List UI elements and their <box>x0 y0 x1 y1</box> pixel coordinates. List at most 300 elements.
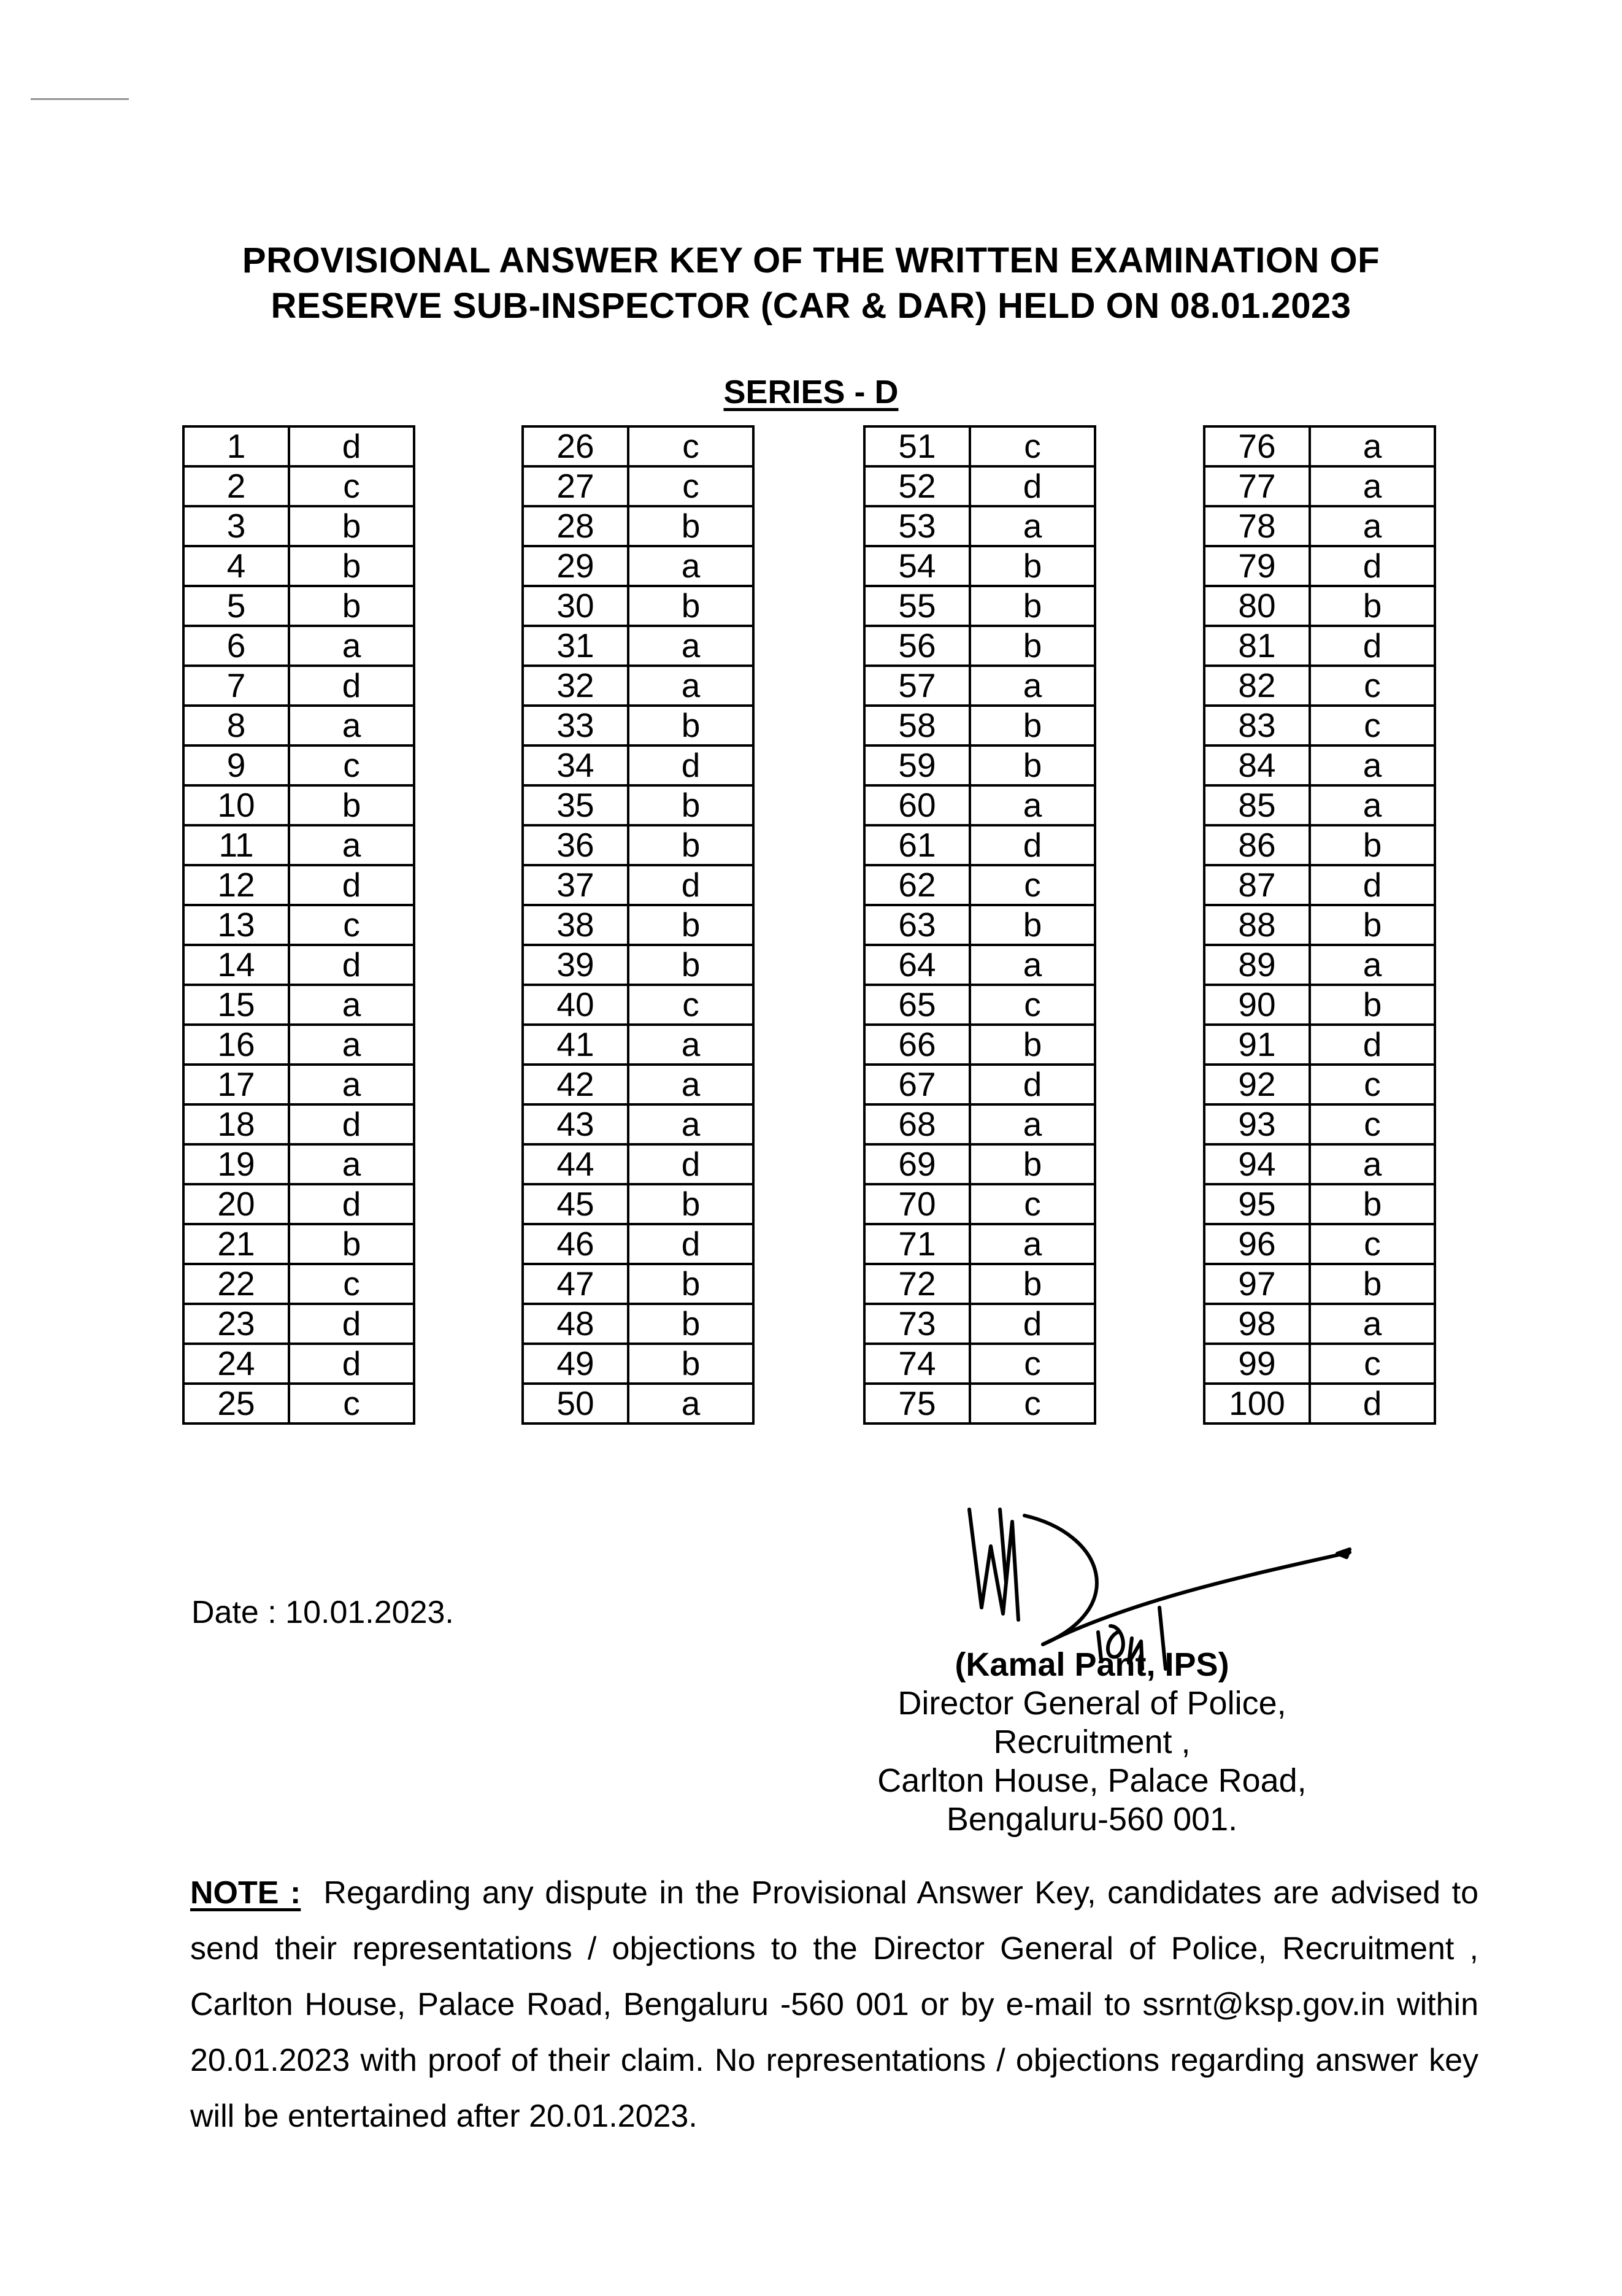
note-text: Regarding any dispute in the Provisional Answer Key, candidates are advised to send their representations / objections to the Director General of Police, Recruitment , Carlton House, Palace Road, Bengaluru -560 001 or by e-mail to ssrnt@ksp.gov.in within 20.01.2023 with proof of their claim. No representations / objections regarding answer key will be entertained after 20.01.2023. <box>190 1875 1478 2134</box>
answer-letter: a <box>970 945 1095 985</box>
question-number: 55 <box>864 586 970 626</box>
question-number: 31 <box>523 626 628 666</box>
question-number: 49 <box>523 1344 628 1384</box>
answer-row <box>1204 1104 1435 1144</box>
answer-letter: c <box>1310 1065 1435 1104</box>
answer-letter: d <box>289 666 414 706</box>
answer-letter: b <box>289 586 414 626</box>
answer-row <box>183 905 414 945</box>
question-number: 54 <box>864 546 970 586</box>
question-number: 76 <box>1204 426 1310 466</box>
answer-row <box>523 666 753 706</box>
answer-row <box>1204 1344 1435 1384</box>
answer-row <box>864 985 1095 1025</box>
question-number: 37 <box>523 865 628 905</box>
answer-letter: b <box>970 745 1095 785</box>
answer-letter: c <box>970 865 1095 905</box>
answer-table-3 <box>863 425 1096 1425</box>
question-number: 14 <box>183 945 289 985</box>
answer-letter: b <box>970 626 1095 666</box>
question-number: 61 <box>864 825 970 865</box>
question-number: 35 <box>523 785 628 825</box>
answer-letter: a <box>1310 745 1435 785</box>
answer-letter: b <box>628 1264 753 1304</box>
answer-row <box>864 626 1095 666</box>
question-number: 99 <box>1204 1344 1310 1384</box>
question-number: 70 <box>864 1184 970 1224</box>
answer-table-1 <box>182 425 415 1425</box>
question-number: 82 <box>1204 666 1310 706</box>
answer-row <box>183 945 414 985</box>
answer-row <box>183 546 414 586</box>
answer-row <box>183 745 414 785</box>
answer-row <box>523 865 753 905</box>
answer-row <box>864 706 1095 745</box>
question-number: 7 <box>183 666 289 706</box>
answer-letter: d <box>970 466 1095 506</box>
answer-letter: d <box>289 865 414 905</box>
question-number: 24 <box>183 1344 289 1384</box>
answer-letter: a <box>1310 466 1435 506</box>
question-number: 21 <box>183 1224 289 1264</box>
question-number: 98 <box>1204 1304 1310 1344</box>
answer-table-4 <box>1203 425 1436 1425</box>
answer-letter: b <box>628 785 753 825</box>
question-number: 1 <box>183 426 289 466</box>
answer-row <box>1204 1264 1435 1304</box>
answer-row <box>864 666 1095 706</box>
question-number: 68 <box>864 1104 970 1144</box>
question-number: 46 <box>523 1224 628 1264</box>
answer-letter: a <box>628 546 753 586</box>
answer-row <box>864 865 1095 905</box>
question-number: 26 <box>523 426 628 466</box>
answer-row <box>864 426 1095 466</box>
answer-letter: b <box>628 1184 753 1224</box>
answer-row <box>864 1184 1095 1224</box>
answer-letter: c <box>1310 706 1435 745</box>
answer-row <box>1204 426 1435 466</box>
question-number: 18 <box>183 1104 289 1144</box>
answer-letter: b <box>970 546 1095 586</box>
answer-row <box>1204 1065 1435 1104</box>
answer-row <box>523 1025 753 1065</box>
answer-letter: a <box>628 1384 753 1423</box>
answer-row <box>523 1144 753 1184</box>
answer-row <box>523 945 753 985</box>
question-number: 15 <box>183 985 289 1025</box>
question-number: 8 <box>183 706 289 745</box>
question-number: 29 <box>523 546 628 586</box>
answer-letter: b <box>628 825 753 865</box>
question-number: 20 <box>183 1184 289 1224</box>
answer-letter: d <box>970 1304 1095 1344</box>
question-number: 2 <box>183 466 289 506</box>
answer-row <box>864 1344 1095 1384</box>
question-number: 64 <box>864 945 970 985</box>
answer-letter: a <box>289 626 414 666</box>
answer-letter: b <box>1310 586 1435 626</box>
answer-letter: b <box>970 1264 1095 1304</box>
question-number: 16 <box>183 1025 289 1065</box>
answer-letter: d <box>1310 626 1435 666</box>
title-line-2: RESERVE SUB-INSPECTOR (CAR & DAR) HELD ON 08.01.2023 <box>271 286 1351 326</box>
answer-letter: c <box>289 905 414 945</box>
answer-letter: a <box>289 985 414 1025</box>
question-number: 48 <box>523 1304 628 1344</box>
answer-letter: b <box>1310 1184 1435 1224</box>
answer-letter: b <box>628 1304 753 1344</box>
scan-mark <box>31 98 129 100</box>
question-number: 92 <box>1204 1065 1310 1104</box>
answer-letter: a <box>628 1025 753 1065</box>
question-number: 12 <box>183 865 289 905</box>
question-number: 5 <box>183 586 289 626</box>
answer-letter: d <box>1310 1384 1435 1423</box>
answer-letter: c <box>289 1264 414 1304</box>
question-number: 17 <box>183 1065 289 1104</box>
answer-letter: d <box>970 1065 1095 1104</box>
answer-letter: b <box>1310 1264 1435 1304</box>
answer-row <box>523 1104 753 1144</box>
answer-letter: a <box>1310 1144 1435 1184</box>
answer-row <box>183 466 414 506</box>
answer-row <box>183 706 414 745</box>
series-heading: SERIES - D <box>723 374 899 410</box>
answer-row <box>523 1384 753 1423</box>
answer-letter: c <box>628 426 753 466</box>
answer-row <box>183 426 414 466</box>
question-number: 72 <box>864 1264 970 1304</box>
answer-letter: a <box>628 626 753 666</box>
answer-row <box>523 546 753 586</box>
answer-row <box>864 785 1095 825</box>
answer-row <box>1204 1184 1435 1224</box>
signatory-department: Recruitment , <box>993 1724 1191 1760</box>
question-number: 6 <box>183 626 289 666</box>
answer-row <box>523 985 753 1025</box>
question-number: 87 <box>1204 865 1310 905</box>
question-number: 89 <box>1204 945 1310 985</box>
answer-letter: d <box>1310 865 1435 905</box>
answer-row <box>1204 825 1435 865</box>
answer-letter: d <box>289 426 414 466</box>
title-line-1: PROVISIONAL ANSWER KEY OF THE WRITTEN EXAMINATION OF <box>242 241 1380 280</box>
answer-row <box>864 1384 1095 1423</box>
question-number: 62 <box>864 865 970 905</box>
question-number: 28 <box>523 506 628 546</box>
answer-row <box>523 745 753 785</box>
answer-letter: d <box>1310 1025 1435 1065</box>
answer-letter: a <box>970 1104 1095 1144</box>
answer-letter: d <box>1310 546 1435 586</box>
answer-letter: c <box>1310 1224 1435 1264</box>
answer-letter: a <box>1310 785 1435 825</box>
answer-row <box>183 586 414 626</box>
answer-table-2 <box>521 425 755 1425</box>
answer-letter: b <box>970 706 1095 745</box>
question-number: 75 <box>864 1384 970 1423</box>
question-number: 73 <box>864 1304 970 1344</box>
note-paragraph <box>190 1865 1478 2144</box>
answer-row <box>1204 626 1435 666</box>
answer-letter: b <box>970 1025 1095 1065</box>
answer-letter: c <box>970 1384 1095 1423</box>
answer-letter: a <box>289 1144 414 1184</box>
question-number: 71 <box>864 1224 970 1264</box>
answer-letter: b <box>628 706 753 745</box>
document-title <box>0 238 1622 329</box>
answer-letter: d <box>289 945 414 985</box>
answer-row <box>523 706 753 745</box>
answer-letter: b <box>1310 905 1435 945</box>
answer-letter: a <box>628 1065 753 1104</box>
answer-letter: a <box>289 825 414 865</box>
answer-letter: d <box>289 1104 414 1144</box>
answer-letter: a <box>1310 506 1435 546</box>
answer-letter: b <box>970 586 1095 626</box>
answer-letter: d <box>628 1144 753 1184</box>
answer-row <box>864 466 1095 506</box>
question-number: 36 <box>523 825 628 865</box>
answer-row <box>864 1104 1095 1144</box>
answer-letter: b <box>1310 825 1435 865</box>
question-number: 40 <box>523 985 628 1025</box>
answer-row <box>523 1264 753 1304</box>
answer-letter: c <box>970 1344 1095 1384</box>
answer-row <box>864 945 1095 985</box>
answer-row <box>183 506 414 546</box>
answer-row <box>183 1224 414 1264</box>
question-number: 22 <box>183 1264 289 1304</box>
answer-row <box>864 1264 1095 1304</box>
question-number: 51 <box>864 426 970 466</box>
question-number: 13 <box>183 905 289 945</box>
question-number: 10 <box>183 785 289 825</box>
answer-row <box>523 506 753 546</box>
question-number: 44 <box>523 1144 628 1184</box>
question-number: 33 <box>523 706 628 745</box>
answer-letter: a <box>289 1025 414 1065</box>
question-number: 9 <box>183 745 289 785</box>
question-number: 50 <box>523 1384 628 1423</box>
question-number: 88 <box>1204 905 1310 945</box>
question-number: 93 <box>1204 1104 1310 1144</box>
answer-letter: c <box>289 1384 414 1423</box>
answer-letter: b <box>628 945 753 985</box>
question-number: 100 <box>1204 1384 1310 1423</box>
answer-letter: b <box>628 905 753 945</box>
answer-letter: b <box>289 546 414 586</box>
answer-row <box>523 1304 753 1344</box>
question-number: 25 <box>183 1384 289 1423</box>
answer-row <box>864 825 1095 865</box>
question-number: 45 <box>523 1184 628 1224</box>
question-number: 41 <box>523 1025 628 1065</box>
answer-row <box>183 1065 414 1104</box>
answer-row <box>1204 586 1435 626</box>
answer-letter: d <box>289 1344 414 1384</box>
question-number: 3 <box>183 506 289 546</box>
answer-row <box>864 745 1095 785</box>
answer-row <box>523 586 753 626</box>
answer-row <box>1204 666 1435 706</box>
answer-letter: d <box>628 1224 753 1264</box>
question-number: 30 <box>523 586 628 626</box>
note-label: NOTE : <box>190 1875 301 1911</box>
question-number: 80 <box>1204 586 1310 626</box>
answer-letter: c <box>289 745 414 785</box>
question-number: 59 <box>864 745 970 785</box>
answer-letter: c <box>628 985 753 1025</box>
question-number: 91 <box>1204 1025 1310 1065</box>
answer-letter: a <box>1310 945 1435 985</box>
answer-row <box>1204 706 1435 745</box>
answer-row <box>183 1264 414 1304</box>
question-number: 43 <box>523 1104 628 1144</box>
question-number: 84 <box>1204 745 1310 785</box>
answer-row <box>523 1065 753 1104</box>
question-number: 65 <box>864 985 970 1025</box>
answer-row <box>183 1384 414 1423</box>
question-number: 66 <box>864 1025 970 1065</box>
question-number: 86 <box>1204 825 1310 865</box>
answer-row <box>1204 985 1435 1025</box>
answer-letter: d <box>289 1304 414 1344</box>
answer-letter: c <box>970 1184 1095 1224</box>
answer-row <box>1204 466 1435 506</box>
answer-letter: b <box>628 1344 753 1384</box>
question-number: 58 <box>864 706 970 745</box>
signatory-designation: Director General of Police, <box>897 1685 1286 1722</box>
answer-row <box>864 1025 1095 1065</box>
question-number: 56 <box>864 626 970 666</box>
answer-row <box>183 785 414 825</box>
answer-letter: c <box>1310 1104 1435 1144</box>
answer-row <box>183 1104 414 1144</box>
question-number: 57 <box>864 666 970 706</box>
question-number: 27 <box>523 466 628 506</box>
question-number: 78 <box>1204 506 1310 546</box>
answer-letter: b <box>628 506 753 546</box>
answer-row <box>864 905 1095 945</box>
answer-row <box>183 1344 414 1384</box>
question-number: 38 <box>523 905 628 945</box>
answer-row <box>183 1304 414 1344</box>
answer-letter: b <box>289 1224 414 1264</box>
answer-row <box>1204 945 1435 985</box>
answer-letter: d <box>628 745 753 785</box>
answer-letter: d <box>289 1184 414 1224</box>
answer-letter: a <box>289 1065 414 1104</box>
answer-row <box>523 1344 753 1384</box>
question-number: 4 <box>183 546 289 586</box>
answer-letter: a <box>289 706 414 745</box>
answer-row <box>1204 506 1435 546</box>
answer-letter: b <box>1310 985 1435 1025</box>
answer-row <box>864 506 1095 546</box>
answer-row <box>1204 1025 1435 1065</box>
answer-row <box>523 626 753 666</box>
answer-letter: a <box>970 785 1095 825</box>
answer-row <box>1204 905 1435 945</box>
answer-row <box>523 426 753 466</box>
answer-row <box>183 825 414 865</box>
signatory-address: Carlton House, Palace Road, <box>877 1762 1307 1799</box>
answer-row <box>864 1224 1095 1264</box>
answer-row <box>523 825 753 865</box>
answer-letter: c <box>289 466 414 506</box>
answer-row <box>183 626 414 666</box>
question-number: 74 <box>864 1344 970 1384</box>
answer-row <box>1204 1304 1435 1344</box>
question-number: 96 <box>1204 1224 1310 1264</box>
question-number: 19 <box>183 1144 289 1184</box>
answer-row <box>864 546 1095 586</box>
answer-row <box>1204 1144 1435 1184</box>
answer-row <box>1204 745 1435 785</box>
answer-letter: a <box>628 666 753 706</box>
question-number: 83 <box>1204 706 1310 745</box>
answer-row <box>1204 785 1435 825</box>
question-number: 69 <box>864 1144 970 1184</box>
answer-row <box>183 1025 414 1065</box>
issue-date: Date : 10.01.2023. <box>191 1595 454 1630</box>
answer-letter: c <box>628 466 753 506</box>
answer-row <box>1204 546 1435 586</box>
answer-letter: a <box>628 1104 753 1144</box>
question-number: 52 <box>864 466 970 506</box>
question-number: 32 <box>523 666 628 706</box>
signatory-city: Bengaluru-560 001. <box>946 1801 1238 1838</box>
answer-row <box>864 586 1095 626</box>
question-number: 23 <box>183 1304 289 1344</box>
answer-row <box>183 1144 414 1184</box>
answer-letter: a <box>970 1224 1095 1264</box>
answer-letter: b <box>970 1144 1095 1184</box>
answer-letter: d <box>970 825 1095 865</box>
question-number: 67 <box>864 1065 970 1104</box>
answer-row <box>1204 865 1435 905</box>
answer-row <box>864 1144 1095 1184</box>
answer-row <box>183 865 414 905</box>
answer-letter: a <box>1310 1304 1435 1344</box>
question-number: 34 <box>523 745 628 785</box>
question-number: 94 <box>1204 1144 1310 1184</box>
answer-row <box>183 666 414 706</box>
question-number: 53 <box>864 506 970 546</box>
question-number: 79 <box>1204 546 1310 586</box>
question-number: 90 <box>1204 985 1310 1025</box>
signatory-name: (Kamal Pant, IPS) <box>955 1646 1229 1683</box>
answer-row <box>523 1184 753 1224</box>
answer-letter: a <box>970 666 1095 706</box>
answer-letter: b <box>628 586 753 626</box>
answer-letter: b <box>289 785 414 825</box>
question-number: 97 <box>1204 1264 1310 1304</box>
answer-row <box>523 905 753 945</box>
question-number: 42 <box>523 1065 628 1104</box>
answer-row <box>523 466 753 506</box>
question-number: 39 <box>523 945 628 985</box>
answer-row <box>183 985 414 1025</box>
answer-letter: c <box>970 426 1095 466</box>
answer-letter: b <box>970 905 1095 945</box>
answer-row <box>864 1304 1095 1344</box>
answer-letter: b <box>289 506 414 546</box>
answer-letter: c <box>970 985 1095 1025</box>
answer-row <box>1204 1224 1435 1264</box>
